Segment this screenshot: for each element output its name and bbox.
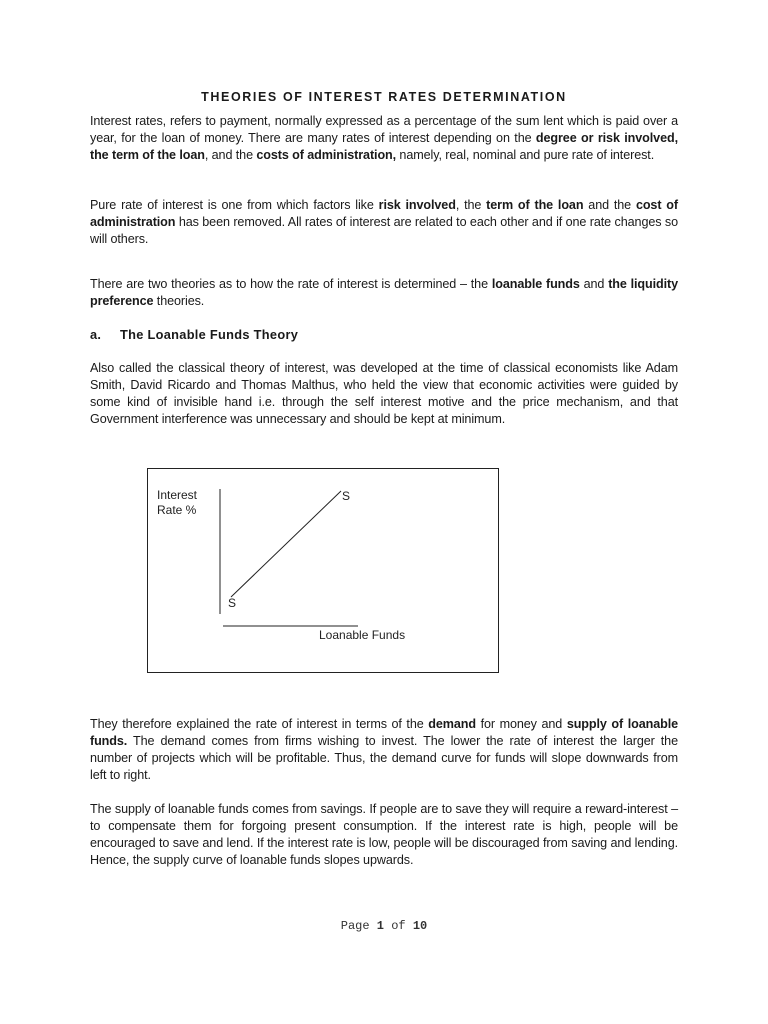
text-run: namely, real, nominal and pure rate of interest. — [396, 148, 655, 162]
text-run: Pure rate of interest is one from which factors like — [90, 198, 379, 212]
supply-curve-figure — [147, 468, 499, 673]
supply-curve-label-bottom: S — [228, 596, 237, 610]
bold-run: risk involved — [378, 198, 456, 212]
text-run: They therefore explained the rate of interest in terms of the — [90, 717, 429, 731]
page-title: THEORIES OF INTEREST RATES DETERMINATION — [201, 90, 567, 104]
paragraph-supply-savings: The supply of loanable funds comes from savings. If people are to save they will require a reward-interest – to compensate them for forgoing present consumption. If the interest rate is high, people will be encouraged to save and lend. If the interest rate is low, people will be discouraged from saving and lending. Hence, the supply curve of loanable funds slopes upwards. — [90, 802, 678, 867]
section-number: a. — [90, 327, 102, 342]
page-number-footer — [0, 919, 768, 933]
text-run: There are two theories as to how the rate of interest is determined – the — [90, 277, 492, 291]
text-run: , and the — [204, 148, 257, 162]
text-run: and the — [583, 198, 636, 212]
page-word: Page — [340, 919, 370, 933]
text-run: theories. — [153, 294, 205, 308]
paragraph-intro — [90, 113, 678, 164]
paragraph-pure-rate — [90, 197, 678, 248]
paragraph-classical-theory: Also called the classical theory of interest, was developed at the time of classical economists like Adam Smith, David Ricardo and Thomas Malthus, who held the view that economic activities were guided by some kind of invisible hand i.e. through the self interest motive and the price mechanism, and that Government interference was unnecessary and should be kept at minimum. — [90, 361, 678, 426]
supply-curve-line — [231, 491, 341, 597]
current-page: 1 — [376, 919, 384, 933]
text-run: has been removed. All rates of interest are related to each other and if one rate changes so will others. — [90, 215, 678, 246]
bold-run: degree or risk involved, the term of the loan — [90, 131, 678, 162]
bold-run: loanable funds — [491, 277, 580, 291]
text-run: The demand comes from firms wishing to invest. The lower the rate of interest the larger the number of projects which will be profitable. Thus, the demand curve for funds will slope downwards from left to right. — [90, 734, 678, 782]
paragraph-two-theories — [90, 276, 678, 310]
section-heading-loanable-funds — [90, 327, 298, 342]
supply-curve-chart — [148, 469, 498, 672]
y-axis-label-line1: Interest — [157, 488, 198, 502]
section-title: The Loanable Funds Theory — [120, 327, 299, 342]
text-run: for money and — [475, 717, 567, 731]
x-axis-label: Loanable Funds — [319, 628, 406, 642]
paragraph-demand-supply — [90, 716, 678, 784]
bold-run: supply of loanable funds. — [90, 717, 678, 748]
text-run: Interest rates, refers to payment, normally expressed as a percentage of the sum lent which is paid over a year, for the loan of money. There are many rates of interest depending on the — [90, 114, 678, 145]
bold-run: the liquidity preference — [90, 277, 678, 308]
supply-curve-label-top: S — [342, 489, 351, 503]
bold-run: costs of administration, — [256, 148, 397, 162]
y-axis-label-line2: Rate % — [157, 503, 197, 517]
total-pages: 10 — [412, 919, 428, 933]
bold-run: cost of administration — [90, 198, 678, 229]
text-run: , the — [455, 198, 487, 212]
text-run: and — [579, 277, 609, 291]
bold-run: term of the loan — [486, 198, 584, 212]
of-word: of — [391, 919, 406, 933]
bold-run: demand — [428, 717, 476, 731]
